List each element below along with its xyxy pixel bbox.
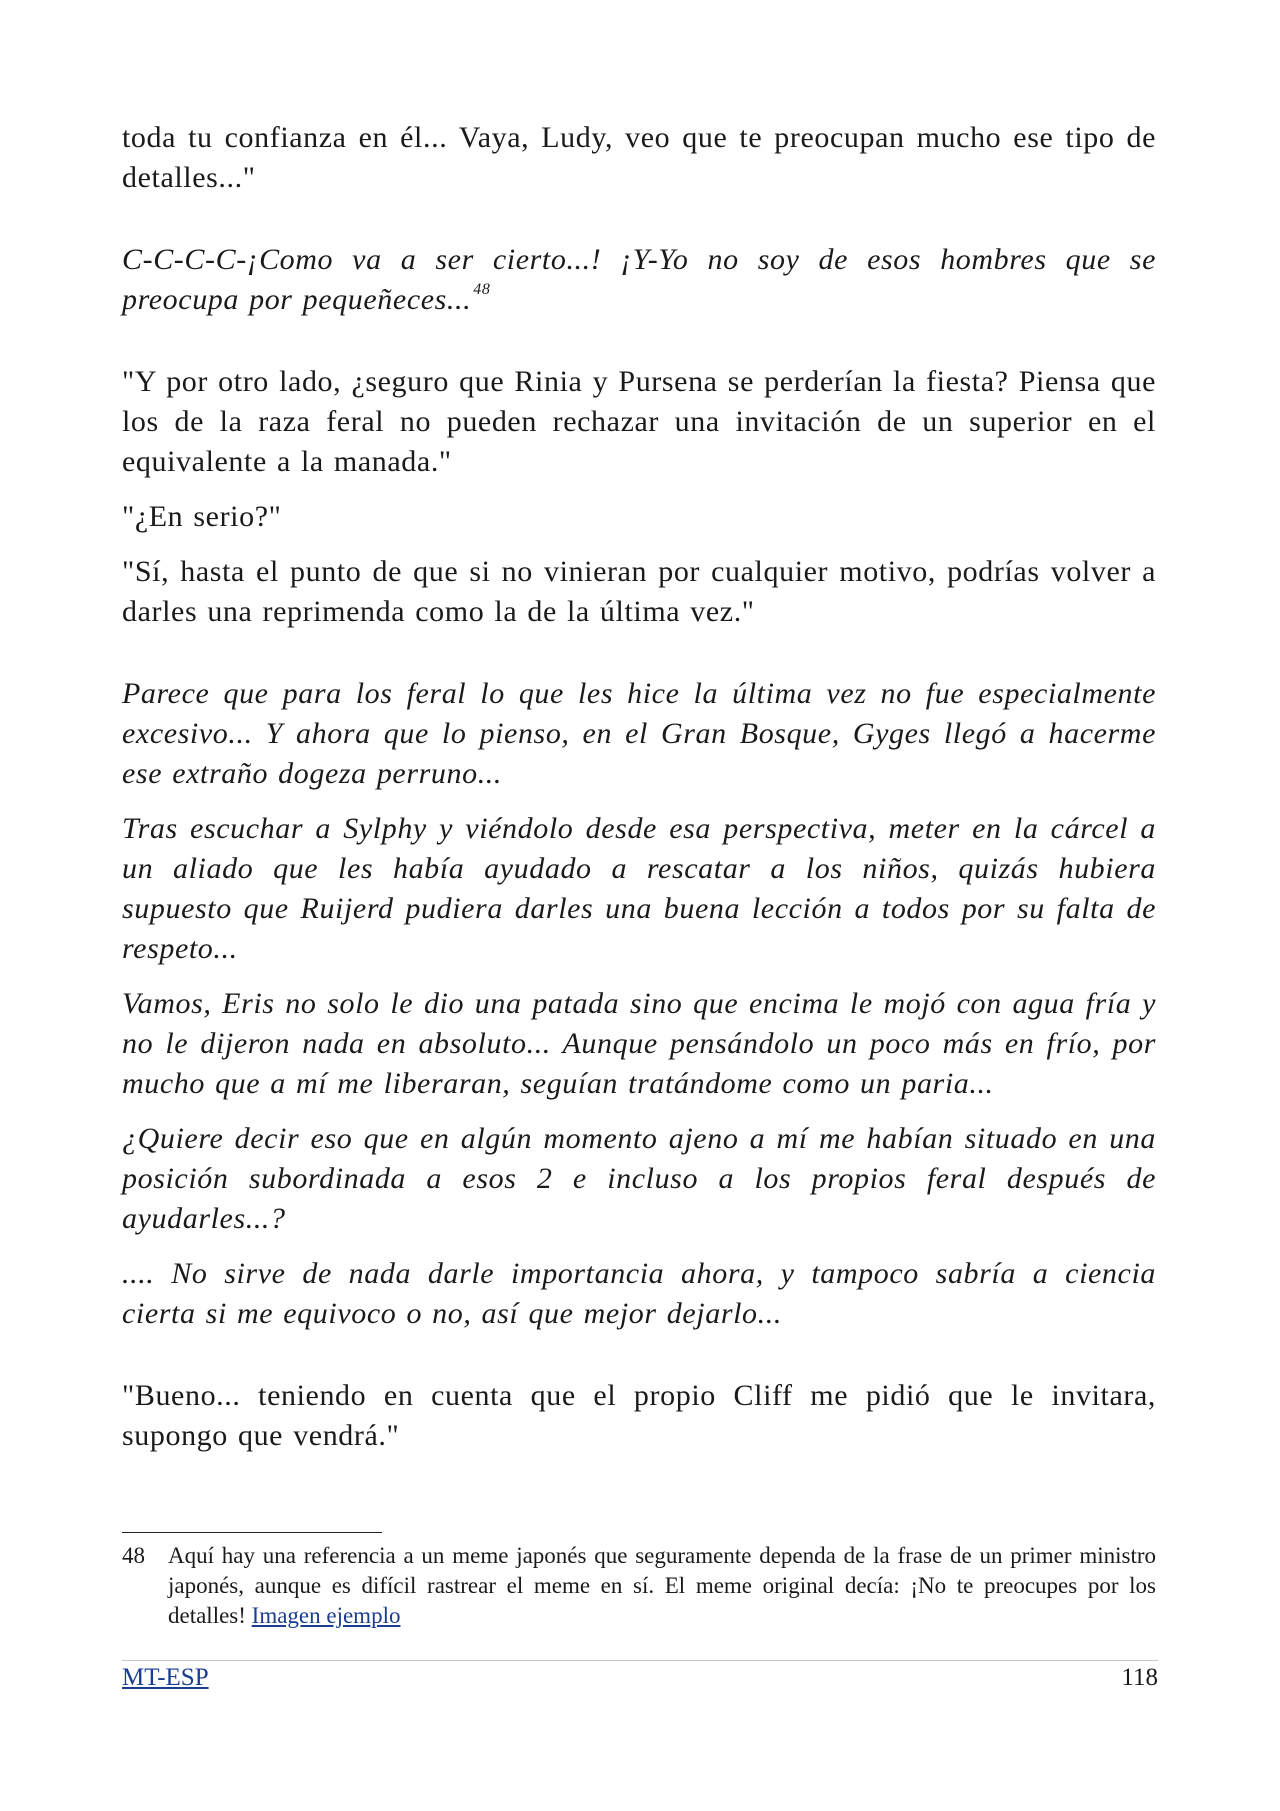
page-body [122,118,1156,1456]
paragraph-5: "Sí, hasta el punto de que si no vinieran por cualquier motivo, podrías volver a darles una reprimenda como la de la última vez." [122,555,1156,628]
paragraph-7: Tras escuchar a Sylphy y viéndolo desde esa perspectiva, meter en la cárcel a un aliado que les había ayudado a rescatar a los niños, quizás hubiera supuesto que Ruijerd pudiera darles una buena lección a todos por su falta de respeto... [122,812,1156,965]
paragraph-1: toda tu confianza en él... Vaya, Ludy, veo que te preocupan mucho ese tipo de detalles..." [122,121,1156,194]
paragraph-11: "Bueno... teniendo en cuenta que el propio Cliff me pidió que le invitara, supongo que vendrá." [122,1379,1156,1452]
paragraph-6: Parece que para los feral lo que les hice la última vez no fue especialmente excesivo... Y ahora que lo pienso, en el Gran Bosque, Gyges llegó a hacerme ese extraño dogeza perruno... [122,677,1156,790]
footnote-image-link[interactable]: Imagen ejemplo [251,1603,401,1628]
footnote-text: Aquí hay una referencia a un meme japonés que seguramente dependa de la frase de un primer ministro japonés, aunque es difícil rastrear el meme en sí. El meme original decía: ¡No te preocupes por los detalles! [168,1543,1156,1628]
footnote-separator [122,1532,382,1533]
footnote-body [168,1541,1156,1631]
paragraph-9: ¿Quiere decir eso que en algún momento ajeno a mí me habían situado en una posición subordinada a esos 2 e incluso a los propios feral después de ayudarles...? [122,1122,1156,1235]
page-number: 118 [1121,1664,1158,1691]
footnote-number: 48 [122,1543,145,1568]
paragraph-2-text: C-C-C-C-¡Como va a ser cierto...! ¡Y-Yo no soy de esos hombres que se preocupa por pequeñeces... [122,243,1156,316]
paragraph-2 [122,240,1156,320]
footnote-reference[interactable]: 48 [473,281,491,298]
paragraph-4: "¿En serio?" [122,500,282,533]
paragraph-8: Vamos, Eris no solo le dio una patada sino que encima le mojó con agua fría y no le dijeron nada en absoluto... Aunque pensándolo un poco más en frío, por mucho que a mí me liberaran, seguían tratándome como un paria... [122,987,1156,1100]
footer-link[interactable]: MT-ESP [122,1664,209,1691]
footer-divider [122,1660,1158,1661]
paragraph-3: "Y por otro lado, ¿seguro que Rinia y Pursena se perderían la fiesta? Piensa que los de la raza feral no pueden rechazar una invitación de un superior en el equivalente a la manada." [122,365,1156,478]
paragraph-10: .... No sirve de nada darle importancia ahora, y tampoco sabría a ciencia cierta si me equivoco o no, así que mejor dejarlo... [122,1257,1156,1330]
footnote [122,1541,1156,1631]
